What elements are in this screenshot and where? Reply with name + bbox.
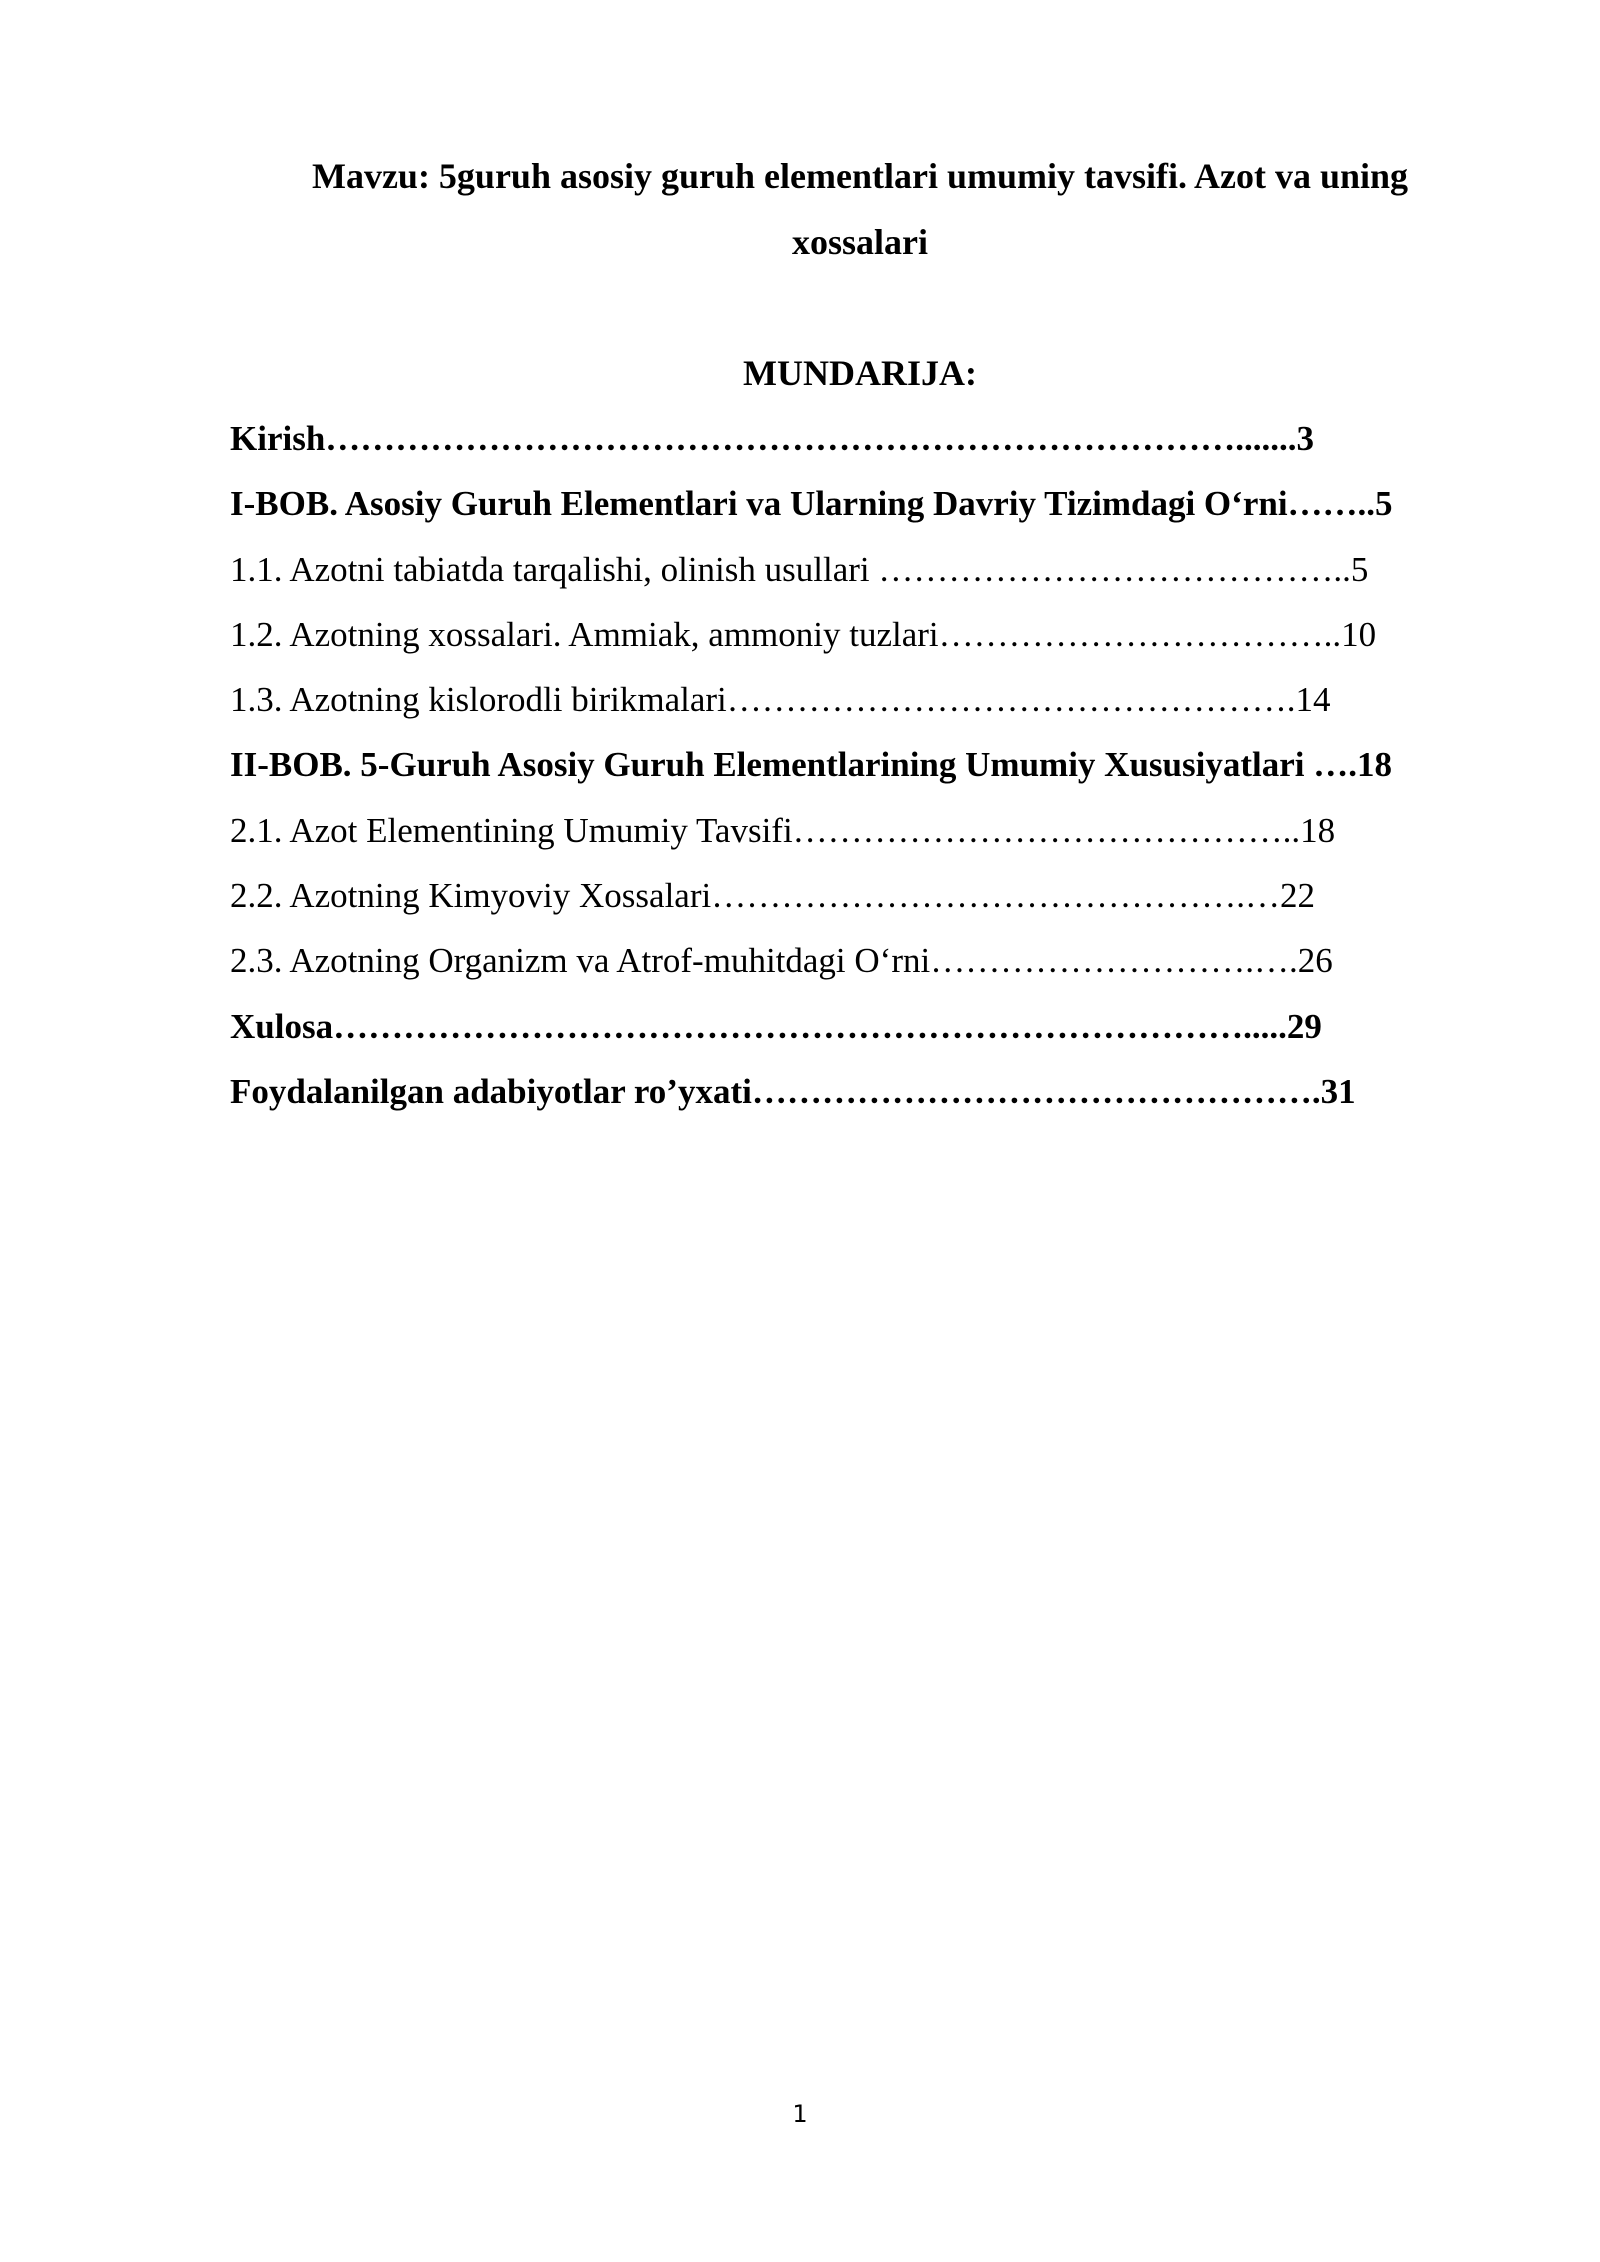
title-line-2: xossalari <box>791 222 928 262</box>
toc-entry-section-2-2: 2.2. Azotning Kimyoviy Xossalari……………………………………….…22 <box>230 876 1315 916</box>
toc-heading: MUNDARIJA: <box>743 353 977 393</box>
toc-entry-kirish: Kirish…………………………………………………………………….......3 <box>230 419 1315 458</box>
toc-entry-xulosa: Xulosa…………………………………………………………………….....29 <box>230 1006 1322 1046</box>
toc-entry-chapter-1: I-BOB. Asosiy Guruh Elementlari va Ularning Davriy Tizimdagi O‘rni……..5 <box>230 484 1393 524</box>
toc-entry-section-1-2: 1.2. Azotning xossalari. Ammiak, ammoniy tuzlari……………………………..10 <box>230 614 1377 654</box>
toc-entry-chapter-2: II-BOB. 5-Guruh Asosiy Guruh Elementlarining Umumiy Xususiyatlari ….18 <box>230 745 1392 785</box>
toc-entry-section-1-1: 1.1. Azotni tabiatda tarqalishi, olinish usullari …………………………………..5 <box>230 549 1369 589</box>
toc-entry-references: Foydalanilgan adabiyotlar ro’yxati………………………………………….31 <box>230 1071 1356 1111</box>
title-line-1: Mavzu: 5guruh asosiy guruh elementlari umumiy tavsifi. Azot va uning <box>311 156 1409 196</box>
table-of-contents <box>230 406 1530 1124</box>
toc-entry-section-1-3: 1.3. Azotning kislorodli birikmalari………………………………………….14 <box>230 680 1331 720</box>
toc-entry-section-2-3: 2.3. Azotning Organizm va Atrof-muhitdagi O‘rni……………………….….26 <box>230 941 1333 981</box>
page-number: 1 <box>792 2100 808 2128</box>
toc-entry-section-2-1: 2.1. Azot Elementining Umumiy Tavsifi……………………………………..18 <box>230 810 1336 850</box>
document-title <box>230 143 1490 275</box>
